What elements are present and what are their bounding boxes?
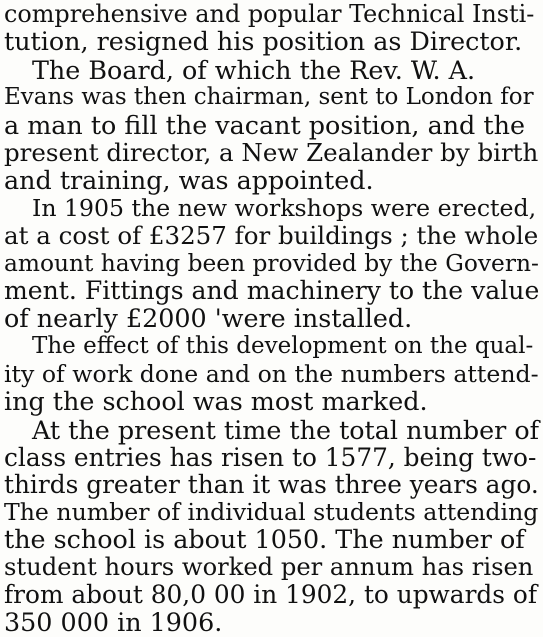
text-line: class entries has risen to 1577, being two-	[4, 442, 537, 472]
text-line: 350 000 in 1906.	[4, 606, 223, 637]
text-line: The Board, of which the Rev. W. A.	[32, 54, 476, 85]
text-line: ing the school was most marked.	[4, 386, 428, 417]
text-line: At the present time the total number of	[32, 414, 540, 445]
text-line: tution, resigned his position as Director.	[4, 26, 523, 57]
text-line: and training, was appointed.	[4, 164, 374, 195]
text-line: the school is about 1050. The number of	[4, 524, 525, 555]
text-line: a man to fill the vacant position, and the	[4, 109, 525, 140]
text-line: present director, a New Zealander by birth	[4, 138, 539, 168]
text-line: ity of work done and on the numbers attend-	[4, 359, 539, 388]
text-line: In 1905 the new workshops were erected,	[32, 194, 537, 223]
text-line: at a cost of £3257 for buildings ; the whole	[4, 221, 539, 251]
text-line: The number of individual students attending	[4, 497, 539, 526]
text-line: student hours worked per annum has risen	[4, 552, 534, 581]
text-line: Evans was then chairman, sent to London for	[4, 84, 534, 111]
text-line: The effect of this development on the qual-	[32, 333, 534, 360]
text-line: ment. Fittings and machinery to the value	[4, 276, 540, 306]
text-line: from about 80,0 00 in 1902, to upwards of	[4, 580, 538, 610]
text-line: amount having been provided by the Govern-	[4, 249, 539, 277]
text-line: thirds greater than it was three years ago.	[4, 470, 539, 500]
text-line: comprehensive and popular Technical Insti-	[4, 0, 535, 28]
text-line: of nearly £2000 'were installed.	[4, 302, 413, 333]
